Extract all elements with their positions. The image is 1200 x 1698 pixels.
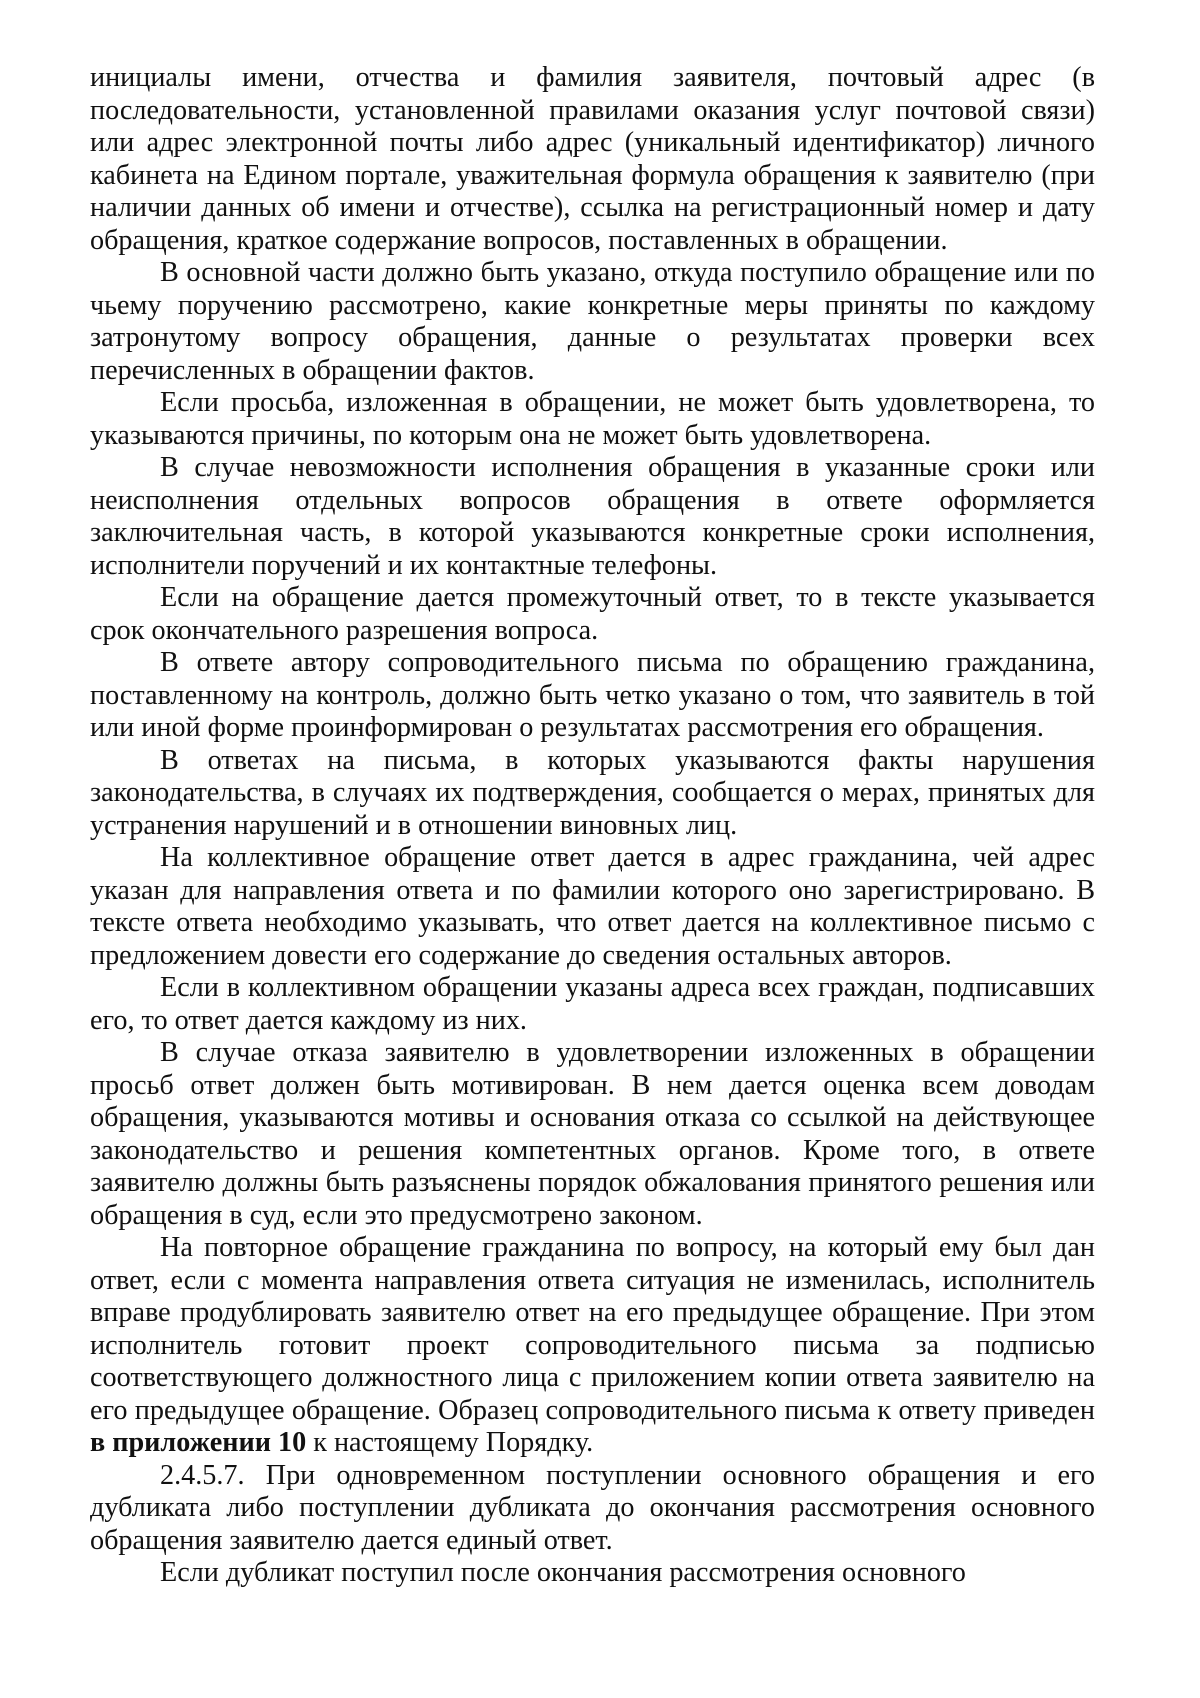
paragraph-refusal-motivation: В случае отказа заявителю в удовлетворении изложенных в обращении просьб ответ должен быть мотивирован. В нем дается оценка всем доводам обращения, указываются мотивы и основания отказа со ссылкой на действующее законодательство и решения компетентных органов. Кроме того, в ответе заявителю должны быть разъяснены порядок обжалования принятого решения или обращения в суд, если это предусмотрено законом. <box>90 1037 1095 1231</box>
paragraph-final-part: В случае невозможности исполнения обращения в указанные сроки или неисполнения отдельных вопросов обращения в ответе оформляется заключительная часть, в которой указываются конкретные сроки исполнения, исполнители поручений и их контактные телефоны. <box>90 452 1095 581</box>
paragraph-main-part: В основной части должно быть указано, откуда поступило обращение или по чьему поручению рассмотрено, какие конкретные меры приняты по каждому затронутому вопросу обращения, данные о результатах проверки всех перечисленных в обращении фактов. <box>90 257 1095 386</box>
repeat-appeal-text: На повторное обращение гражданина по вопросу, на который ему был дан ответ, если с момента направления ответа ситуация не изменилась, исполнитель вправе продублировать заявителю ответ на его предыдущее обращение. При этом исполнитель готовит проект сопроводительного письма за подписью соответствующего должностного лица с приложением копии ответа заявителю на его предыдущее обращение. Образец сопроводительного письма к ответу приведен <box>90 1232 1095 1426</box>
paragraph-duplicate-after: Если дубликат поступил после окончания рассмотрения основного <box>160 1557 966 1588</box>
paragraph-addressee-details: инициалы имени, отчества и фамилия заявителя, почтовый адрес (в последовательности, установленной правилами оказания услуг почтовой связи) или адрес электронной почты либо адрес (уникальный идентификатор) личного кабинета на Едином портале, уважительная формула обращения к заявителю (при наличии данных об имени и отчестве), ссылка на регистрационный номер и дату обращения, краткое содержание вопросов, поставленных в обращении. <box>90 62 1095 256</box>
paragraph-refusal-reasons: Если просьба, изложенная в обращении, не может быть удовлетворена, то указываются причины, по которым она не может быть удовлетворена. <box>90 387 1095 451</box>
paragraph-collective-appeal: На коллективное обращение ответ дается в адрес гражданина, чей адрес указан для направления ответа и по фамилии которого оно зарегистрировано. В тексте ответа необходимо указывать, что ответ дается на коллективное письмо с предложением довести его содержание до сведения остальных авторов. <box>90 842 1095 971</box>
paragraph-interim-answer: Если на обращение дается промежуточный ответ, то в тексте указывается срок окончательного разрешения вопроса. <box>90 582 1095 646</box>
paragraph-control-letter: В ответе автору сопроводительного письма по обращению гражданина, поставленному на контроль, должно быть четко указано о том, что заявитель в той или иной форме проинформирован о результатах рассмотрения его обращения. <box>90 647 1095 743</box>
paragraph-section-2-4-5-7: 2.4.5.7. При одновременном поступлении основного обращения и его дубликата либо поступлении дубликата до окончания рассмотрения основного обращения заявителю дается единый ответ. <box>90 1459 1095 1556</box>
paragraph-repeat-appeal <box>90 1232 1095 1460</box>
repeat-appeal-text-end: к настоящему Порядку. <box>306 1427 594 1458</box>
paragraph-violations: В ответах на письма, в которых указываются факты нарушения законодательства, в случаях их подтверждения, сообщается о мерах, принятых для устранения нарушений и в отношении виновных лиц. <box>90 744 1095 841</box>
appendix-reference: в приложении 10 <box>90 1427 307 1458</box>
paragraph-all-addresses: Если в коллективном обращении указаны адреса всех граждан, подписавших его, то ответ дается каждому из них. <box>90 972 1095 1036</box>
